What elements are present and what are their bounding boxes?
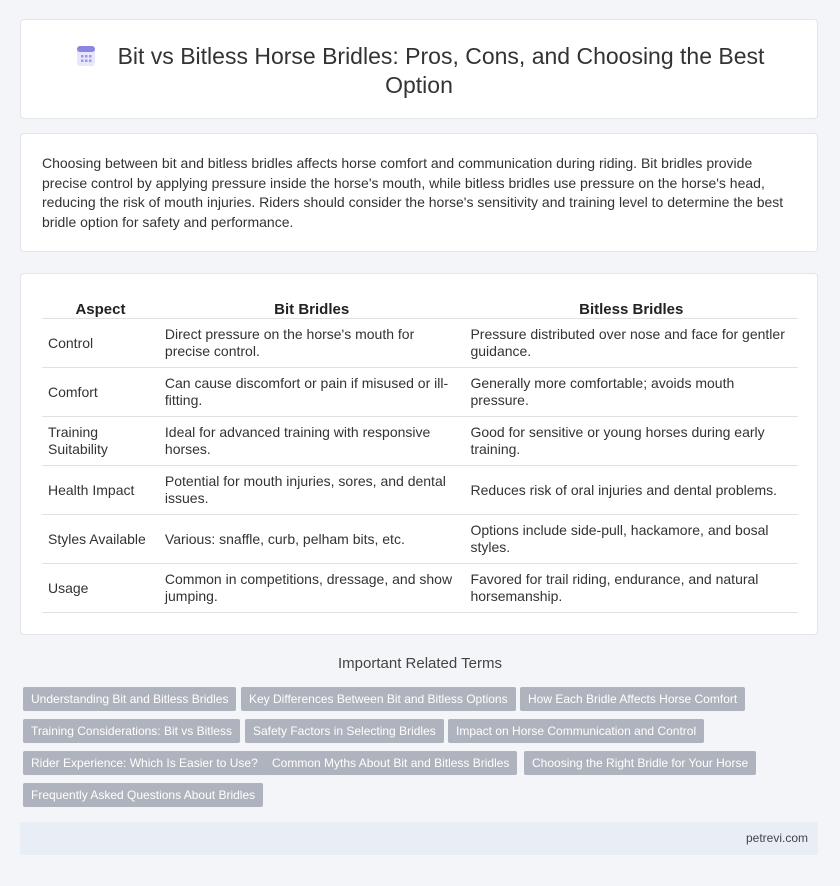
bit-cell: Can cause discomfort or pain if misused or ill-fitting. xyxy=(159,368,465,417)
aspect-cell: Control xyxy=(42,319,159,368)
aspect-cell: Training Suitability xyxy=(42,417,159,466)
aspect-cell: Usage xyxy=(42,564,159,613)
bitless-cell: Good for sensitive or young horses during early training. xyxy=(464,417,798,466)
related-term-tag[interactable]: Impact on Horse Communication and Control xyxy=(448,719,704,743)
bitless-cell: Pressure distributed over nose and face for gentler guidance. xyxy=(464,319,798,368)
aspect-cell: Styles Available xyxy=(42,515,159,564)
related-term-tag[interactable]: Safety Factors in Selecting Bridles xyxy=(245,719,444,743)
intro-paragraph: Choosing between bit and bitless bridles affects horse comfort and communication during riding. Bit bridles provide precise control by applying pressure inside the horse's mouth, while bitless bridles use pressure on the horse's head, reducing the risk of mouth injuries. Riders should consider the horse's sensitivity and training level to determine the best bridle option for safety and performance. xyxy=(42,155,784,230)
bit-cell: Potential for mouth injuries, sores, and dental issues. xyxy=(159,466,465,515)
table-row xyxy=(42,368,798,417)
related-term-tag[interactable]: How Each Bridle Affects Horse Comfort xyxy=(520,687,745,711)
related-term-tag[interactable]: Training Considerations: Bit vs Bitless xyxy=(23,719,240,743)
related-term-tag[interactable]: Frequently Asked Questions About Bridles xyxy=(23,783,263,807)
bit-cell: Various: snaffle, curb, pelham bits, etc. xyxy=(159,515,465,564)
page-title-container xyxy=(61,42,777,100)
intro-card xyxy=(20,133,818,252)
bit-cell: Common in competitions, dressage, and show jumping. xyxy=(159,564,465,613)
bitless-cell: Favored for trail riding, endurance, and natural horsemanship. xyxy=(464,564,798,613)
table-row xyxy=(42,319,798,368)
table-row xyxy=(42,564,798,613)
bit-cell: Ideal for advanced training with responsive horses. xyxy=(159,417,465,466)
header-bitless-bridles: Bitless Bridles xyxy=(464,296,798,319)
header-aspect: Aspect xyxy=(42,296,159,319)
bitless-cell: Reduces risk of oral injuries and dental problems. xyxy=(464,466,798,515)
aspect-cell: Health Impact xyxy=(42,466,159,515)
title-card xyxy=(20,19,818,119)
document-icon xyxy=(74,44,98,68)
comparison-card xyxy=(20,273,818,635)
footer-site-link[interactable]: petrevi.com xyxy=(745,831,808,845)
related-term-tag[interactable]: Key Differences Between Bit and Bitless Options xyxy=(241,687,516,711)
table-row xyxy=(42,417,798,466)
bitless-cell: Options include side-pull, hackamore, and bosal styles. xyxy=(464,515,798,564)
aspect-cell: Comfort xyxy=(42,368,159,417)
header-bit-bridles: Bit Bridles xyxy=(159,296,465,319)
table-row xyxy=(42,515,798,564)
related-terms-heading: Important Related Terms xyxy=(338,655,502,672)
table-row xyxy=(42,466,798,515)
comparison-table xyxy=(42,296,798,613)
related-term-tag[interactable]: Rider Experience: Which Is Easier to Use? xyxy=(23,751,266,775)
related-term-tag[interactable]: Common Myths About Bit and Bitless Bridles xyxy=(264,751,517,775)
page-title: Bit vs Bitless Horse Bridles: Pros, Cons, and Choosing the Best Option xyxy=(117,43,765,98)
bitless-cell: Generally more comfortable; avoids mouth pressure. xyxy=(464,368,798,417)
related-term-tag[interactable]: Choosing the Right Bridle for Your Horse xyxy=(524,751,756,775)
related-term-tag[interactable]: Understanding Bit and Bitless Bridles xyxy=(23,687,236,711)
table-header-row xyxy=(42,296,798,319)
bit-cell: Direct pressure on the horse's mouth for precise control. xyxy=(159,319,465,368)
footer xyxy=(20,822,818,855)
